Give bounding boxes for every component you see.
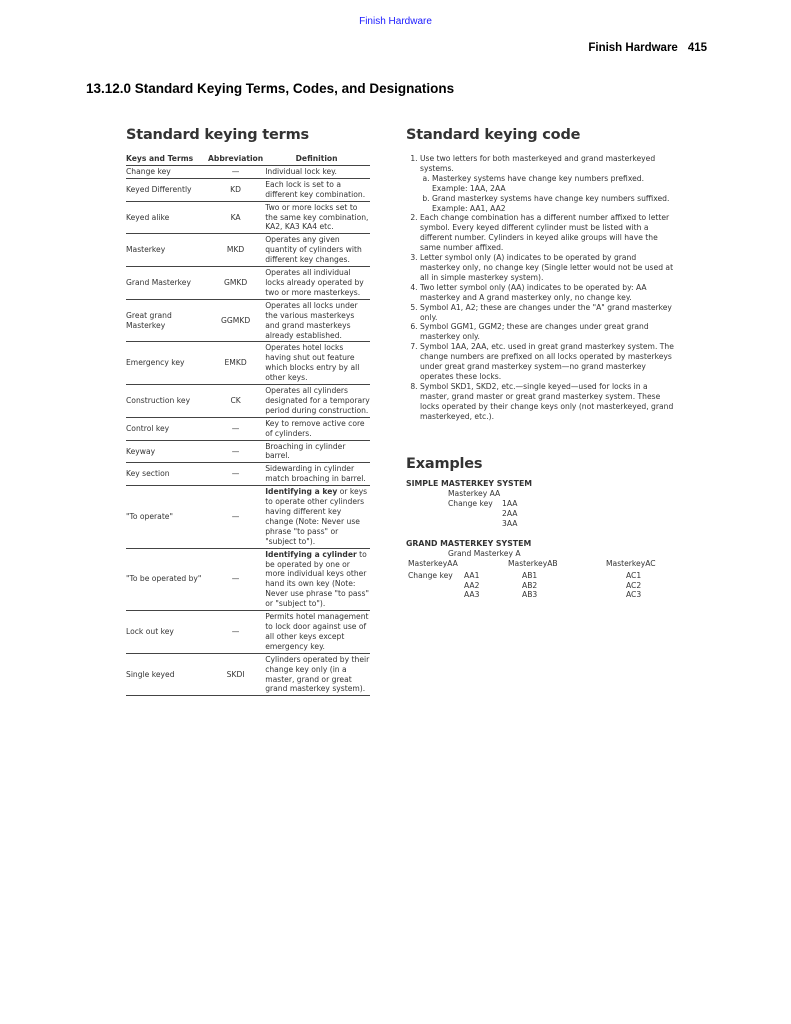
grand-system-heading: GRAND MASTERKEY SYSTEM (406, 538, 532, 548)
term-cell: Masterkey (126, 234, 208, 267)
term-cell: Control key (126, 417, 208, 440)
grand-masterkey: Grand Masterkey A (448, 548, 521, 558)
term-cell: Change key (126, 165, 208, 178)
grand-change-row (406, 581, 676, 591)
list-item: 3. Letter symbol only (A) indicates to be operated by grand masterkey only, no change key (Single letter would not be used at all in simple masterkey system). (420, 253, 676, 283)
table-row (126, 234, 370, 267)
grand-change-row (406, 590, 676, 600)
simple-change-row (406, 519, 676, 529)
grand-master-row (406, 549, 676, 559)
abbr-cell: SKDI (208, 653, 263, 696)
change-aa: AA2 (464, 580, 480, 590)
terms-body (126, 165, 370, 695)
term-cell: Single keyed (126, 653, 208, 696)
code-sublist (420, 174, 676, 214)
keying-terms-table (126, 154, 370, 696)
running-title: Finish Hardware (588, 42, 678, 54)
masterkey-ac: MasterkeyAC (606, 558, 656, 568)
table-row (126, 165, 370, 178)
grand-change-row (406, 571, 676, 581)
def-bold-text: Identifying a key (265, 487, 338, 497)
simple-change-row (406, 499, 676, 509)
list-item: b. Grand masterkey systems have change key numbers suffixed. Example: AA1, AA2 (432, 194, 676, 214)
abbr-cell: KD (208, 178, 263, 201)
simple-system-heading: SIMPLE MASTERKEY SYSTEM (406, 479, 533, 489)
top-link-finish-hardware[interactable]: Finish Hardware (359, 16, 432, 27)
simple-change-value: 2AA (502, 509, 518, 519)
list-item: 2. Each change combination has a different number affixed to letter symbol. Every keyed different cylinder must be listed with a different number. Cylinders in keyed alike groups will have the same number affixed. (420, 213, 676, 253)
abbr-cell: — (208, 417, 263, 440)
simple-master-row (406, 489, 676, 499)
change-ab: AB2 (522, 580, 538, 590)
def-cell: Permits hotel management to lock door against use of all other keys except emergency key. (263, 611, 370, 654)
change-ac: AC3 (626, 590, 642, 600)
abbr-cell: — (208, 440, 263, 463)
change-aa: AA3 (464, 590, 480, 600)
masterkeys-row (406, 559, 676, 569)
term-cell: Lock out key (126, 611, 208, 654)
masterkey-ab: MasterkeyAB (508, 558, 558, 568)
def-cell: Cylinders operated by their change key only (in a master, grand or great grand masterkey system). (263, 653, 370, 696)
simple-change-row (406, 509, 676, 519)
def-cell (263, 548, 370, 610)
table-row (126, 299, 370, 342)
def-cell: Two or more locks set to the same key combination, KA2, KA3 KA4 etc. (263, 201, 370, 234)
def-cell: Operates all locks under the various masterkeys and grand masterkeys already established. (263, 299, 370, 342)
def-cell (263, 486, 370, 548)
term-cell: Keyed Differently (126, 178, 208, 201)
code-title: Standard keying code (406, 127, 581, 143)
def-cell: Operates any given quantity of cylinders with different key changes. (263, 234, 370, 267)
grand-change-label: Change key (408, 570, 453, 580)
abbr-cell: KA (208, 201, 263, 234)
list-item: 5. Symbol A1, A2; these are changes under the "A" grand masterkey only. (420, 303, 676, 323)
masterkey-aa: MasterkeyAA (408, 558, 458, 568)
change-ac: AC2 (626, 580, 642, 590)
table-row (126, 463, 370, 486)
table-row (126, 201, 370, 234)
code-list (406, 154, 676, 421)
def-cell: Operates all cylinders designated for a temporary period during construction. (263, 385, 370, 418)
change-ab: AB1 (522, 570, 538, 580)
simple-change-value: 3AA (502, 519, 518, 529)
abbr-cell: — (208, 611, 263, 654)
term-cell: "To be operated by" (126, 548, 208, 610)
def-cell: Sidewarding in cylinder match broaching in barrel. (263, 463, 370, 486)
simple-change-value: 1AA (502, 499, 518, 509)
term-cell: Key section (126, 463, 208, 486)
term-cell: Great grand Masterkey (126, 299, 208, 342)
col-header-definition: Definition (263, 154, 370, 165)
term-cell: Emergency key (126, 342, 208, 385)
keying-code-section (406, 126, 676, 600)
table-row (126, 548, 370, 610)
def-text: to be operated by one or more individual keys other hand its own key (Note: Never use phrase "to pass" or "subject to"). (265, 549, 369, 609)
term-cell: Construction key (126, 385, 208, 418)
page-number: 415 (687, 42, 707, 54)
list-item (420, 154, 676, 213)
def-cell: Each lock is set to a different key combination. (263, 178, 370, 201)
list-item: 7. Symbol 1AA, 2AA, etc. used in great grand masterkey system. The change numbers are prefixed on all locks operated by masterkeys under great grand masterkey system—no grand masterkey operates these locks. (420, 342, 676, 382)
def-bold-text: Identifying a cylinder (265, 549, 357, 559)
examples-section (406, 455, 676, 600)
table-row (126, 611, 370, 654)
table-row (126, 178, 370, 201)
abbr-cell: — (208, 165, 263, 178)
term-cell: Keyway (126, 440, 208, 463)
change-ab: AB3 (522, 590, 538, 600)
term-cell: Keyed alike (126, 201, 208, 234)
list-item: 4. Two letter symbol only (AA) indicates to be operated by: AA masterkey and A grand masterkey only, no change key. (420, 283, 676, 303)
abbr-cell: MKD (208, 234, 263, 267)
simple-change-label: Change key (448, 499, 493, 509)
def-cell: Operates hotel locks having shut out feature which blocks entry by all other keys. (263, 342, 370, 385)
def-text: or keys to operate other cylinders having different key change (Note: Never use phrase "to pass" or "subject to"). (265, 487, 368, 546)
col-header-abbreviation: Abbreviation (208, 154, 263, 165)
table-row (126, 385, 370, 418)
table-row (126, 417, 370, 440)
change-ac: AC1 (626, 570, 642, 580)
abbr-cell: — (208, 486, 263, 548)
def-cell: Individual lock key. (263, 165, 370, 178)
abbr-cell: — (208, 463, 263, 486)
list-item: 8. Symbol SKD1, SKD2, etc.—single keyed—used for locks in a master, grand master or great grand masterkey system. These locks operated by their change keys only (not masterkeyed, grand masterkeyed, etc.). (420, 382, 676, 422)
section-title: 13.12.0 Standard Keying Terms, Codes, and Designations (86, 81, 455, 96)
abbr-cell: — (208, 548, 263, 610)
abbr-cell: GGMKD (208, 299, 263, 342)
def-cell: Key to remove active core of cylinders. (263, 417, 370, 440)
running-head (588, 42, 707, 54)
table-row (126, 267, 370, 300)
list-item: 6. Symbol GGM1, GGM2; these are changes under great grand masterkey only. (420, 322, 676, 342)
table-row (126, 486, 370, 548)
table-row (126, 342, 370, 385)
def-cell: Operates all individual locks already operated by two or more masterkeys. (263, 267, 370, 300)
abbr-cell: GMKD (208, 267, 263, 300)
code-item-text: Use two letters for both masterkeyed and grand masterkeyed systems. (420, 154, 656, 173)
table-row (126, 440, 370, 463)
keying-terms-section (126, 126, 370, 696)
change-aa: AA1 (464, 570, 480, 580)
table-row (126, 653, 370, 696)
simple-masterkey: Masterkey AA (448, 489, 501, 499)
abbr-cell: CK (208, 385, 263, 418)
term-cell: Grand Masterkey (126, 267, 208, 300)
term-cell: "To operate" (126, 486, 208, 548)
abbr-cell: EMKD (208, 342, 263, 385)
list-item: a. Masterkey systems have change key numbers prefixed. Example: 1AA, 2AA (432, 174, 676, 194)
col-header-keys-terms: Keys and Terms (126, 154, 208, 165)
terms-title: Standard keying terms (126, 127, 309, 143)
examples-title: Examples (406, 456, 483, 473)
def-cell: Broaching in cylinder barrel. (263, 440, 370, 463)
